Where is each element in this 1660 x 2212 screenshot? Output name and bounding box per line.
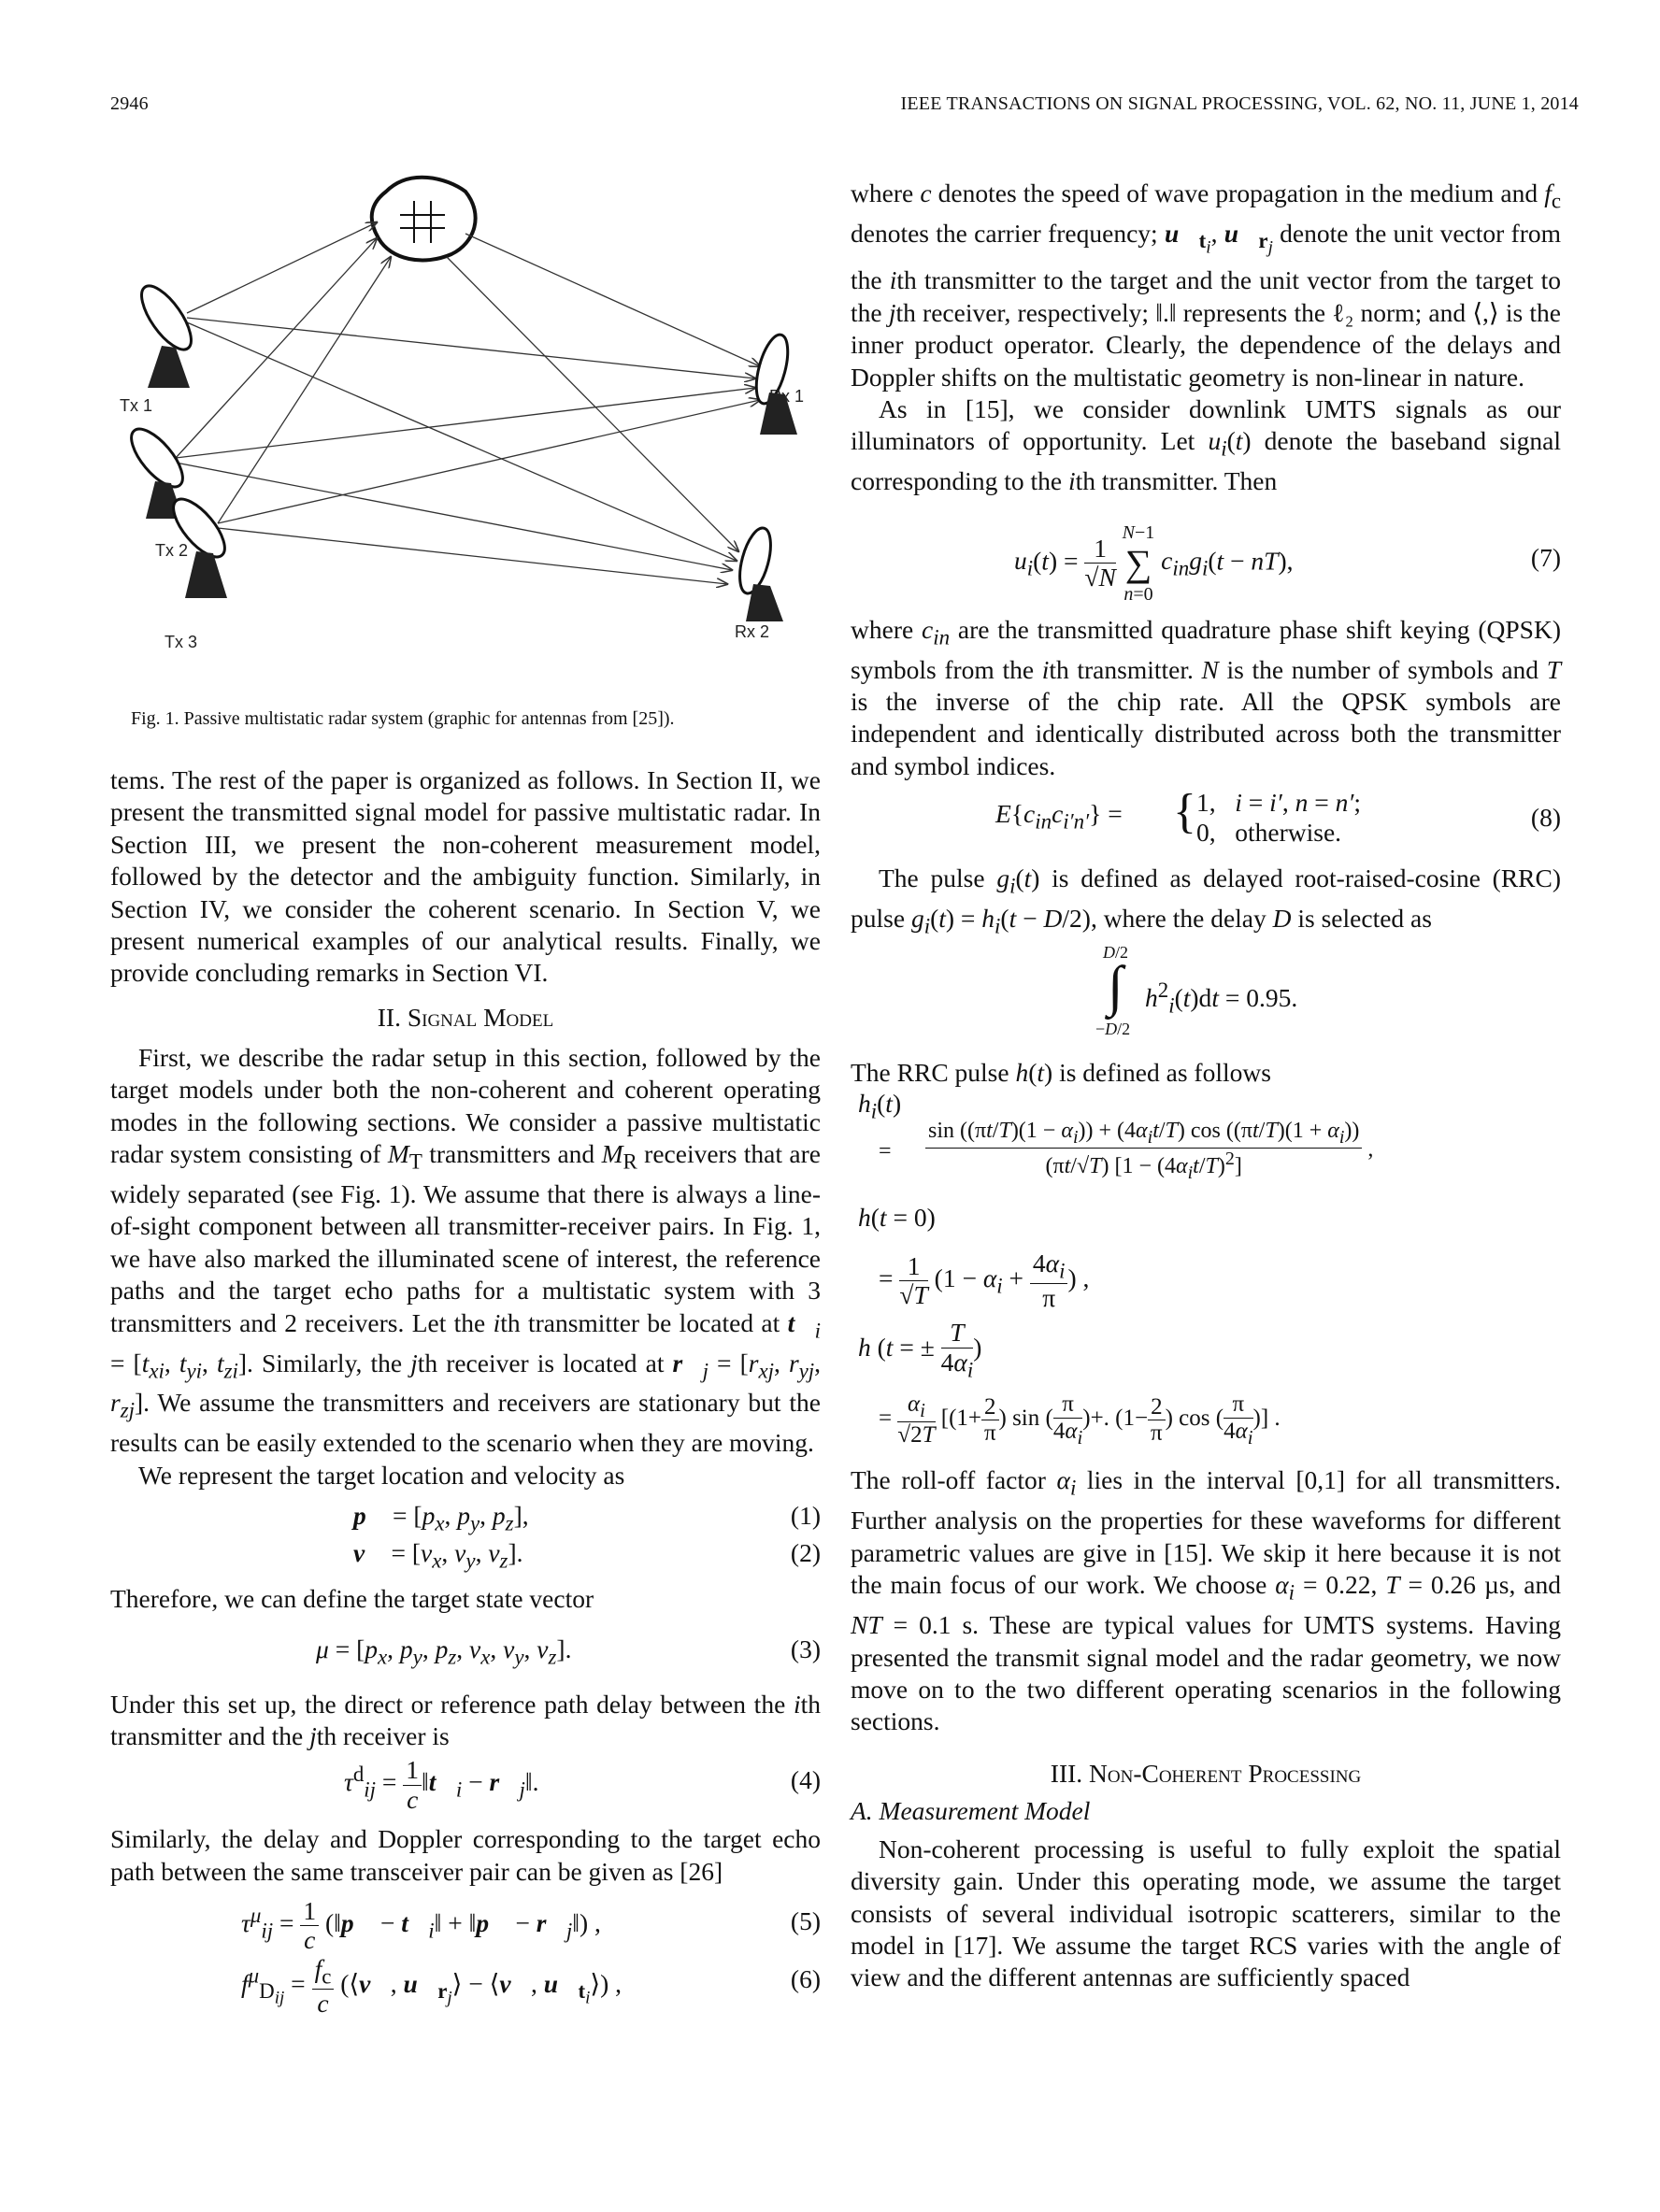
equation-1: p⃗ = [$p_x$, $p_y$, $p_z$], (1) xyxy=(353,1501,821,1535)
target-scatterer xyxy=(372,178,476,261)
rrc-paragraph: The RRC pulse h(t) is defined as follows xyxy=(851,1058,1271,1088)
qpsk-paragraph: where $c_{in}$ are the transmitted quadrature phase shift keying (QPSK) symbols from the ith transmitter. N is the number of symbols and T is the inverse of the chip rate. All the QPSK symbols are independent and identically distributed across both the transmitter and symbol indices. xyxy=(851,614,1561,780)
equation-6: $f^\mu_{D_{ij}}$ = $\frac{f_c}{c}$ (⟨v⃗, $u⃗_{r_j}⟩$ − ⟨v⃗, $u⃗_{t_i}⟩$) , (6) xyxy=(241,1954,821,2018)
noncoherent-paragraph: Non-coherent processing is useful to fully exploit the spatial diversity gain. Under this operating mode, we assume the target consists of several individual isotropic scatterers, similar to the model in [17]. We assume the target RCS varies with the angle of view and the different antennas are sufficiently spaced xyxy=(851,1834,1561,1992)
target-location-paragraph: We represent the target location and velocity as xyxy=(138,1460,625,1490)
subsection-a-heading: A. Measurement Model xyxy=(851,1795,1091,1825)
equation-rrc: = $\frac{\sin ((\pi t/T)(1 - \alpha_i)) + (4\alpha_it/T) \cos ((\pi t/T)(1 + \alpha_i))}{(\pi t/√T) [1 - (4\alpha_it/T)^2]}$ , xyxy=(879,1119,1374,1184)
equation-ht: = $\frac{\alpha_i}{√2T}$ [(1+ $\frac{2}{\pi}$ ) sin ( $\frac{\pi}{4\alpha_i}$ )+. (1− $\frac{2}{\pi}$ ) cos ( $\frac{\pi}{4\alpha_i}$ )] . xyxy=(879,1391,1281,1449)
echo-path-paragraph: Similarly, the delay and Doppler corresponding to the target echo path between the same transceiver pair can be given as [26] xyxy=(110,1824,821,1886)
journal-header: IEEE TRANSACTIONS ON SIGNAL PROCESSING, VOL. 62, NO. 11, JUNE 1, 2014 xyxy=(900,93,1579,114)
label-tx2: Tx 2 xyxy=(155,541,189,560)
direct-path-paragraph: Under this set up, the direct or reference path delay between the ith transmitter and the jth receiver is xyxy=(110,1689,821,1750)
section-iii-heading: III. Non-Coherent Processing xyxy=(1050,1758,1362,1788)
equation-4: $\tau^d_{ij}$ = $\frac{1}{c}$ $‖t⃗_i$ − $r⃗_j‖$. (4) xyxy=(344,1755,821,1814)
figure-caption: Fig. 1. Passive multistatic radar system (graphic for antennas from [25]). xyxy=(131,708,675,729)
antenna-rx1 xyxy=(751,332,797,435)
equation-ht-lhs: h (t = ± $\frac{T}{4\alpha_i}$ ) xyxy=(858,1318,982,1382)
pulse-paragraph: The pulse $g_i(t)$ is defined as delayed root-raised-cosine (RRC) pulse $g_i(t) = h_i(t - D/2)$, where the delay D is selected as xyxy=(851,863,1561,938)
label-rx1: Rx 1 xyxy=(769,387,805,406)
umts-paragraph: As in [15], we consider downlink UMTS signals as our illuminators of opportunity. Let $u_i(t)$ denote the baseband signal corresponding to the ith transmitter. Then xyxy=(851,394,1561,496)
left-column xyxy=(110,764,822,2018)
state-vector-paragraph: Therefore, we can define the target state vector xyxy=(110,1584,594,1614)
rolloff-paragraph: The roll-off factor $\alpha_i$ lies in the interval [0,1] for all transmitters. Further analysis on the properties for these waveforms for different parametric values are give in [15]. We skip it here because it is not the main focus of our work. We choose $\alpha_i = 0.22$, T = 0.26 µs, and NT = 0.1 s. These are typical values for UMTS systems. Having presented the transmit signal model and the radar geometry, we now move on to the two different operating scenarios in the following sections. xyxy=(851,1465,1561,1736)
equation-3: $\mu = [p_x$, $p_y$, $p_z$, $v_x$, $v_y$, $v_z$]. (3) xyxy=(316,1634,821,1669)
label-tx1: Tx 1 xyxy=(120,396,153,415)
antenna-rx2 xyxy=(734,525,783,621)
page-number: 2946 xyxy=(110,93,149,114)
equation-integral: D/2 ∫ −D/2 $h^2_i(t)dt = 0.95$. xyxy=(1095,943,1298,1039)
equation-5: $\tau^\mu_{ij}$ = $\frac{1}{c}$ (‖p⃗ − $t⃗_i‖$ + ‖p⃗ − $r⃗_j‖$) , (5) xyxy=(241,1896,821,1955)
equation-2: v⃗ = [$v_x$, $v_y$, $v_z$]. (2) xyxy=(353,1538,821,1573)
section-ii-heading: II. Signal Model xyxy=(377,1002,554,1032)
right-column xyxy=(851,178,1561,1994)
label-tx3: Tx 3 xyxy=(165,633,198,651)
antenna-tx1 xyxy=(133,278,200,388)
equation-8: $E\{c_{in}c_{i'n'}\}$ = { 1, i = i′, n = n′; 0, otherwise. (8) xyxy=(995,785,1561,848)
equation-rrc-lhs: $h_i(t)$ xyxy=(858,1089,902,1123)
label-rx2: Rx 2 xyxy=(735,622,770,641)
intro-paragraph-end: tems. The rest of the paper is organized as follows. In Section II, we present the transmitted signal model for passive multistatic radar. In Section III, we present the non-coherent measurement model, followed by the detector and the ambiguity function. Similarly, in Section IV, we consider the coherent scenario. In Section V, we present numerical examples of our analytical results. Finally, we provide concluding remarks in Section VI. xyxy=(110,765,821,988)
equation-h0: = $\frac{1}{√T}$ ($1 - \alpha_i$ + $\frac{4\alpha_i}{\pi}$ ) , xyxy=(879,1249,1090,1313)
equation-h0-lhs: h(t = 0) xyxy=(858,1203,936,1233)
equation-7: $u_i(t)$ = $\frac{1}{√N}$ N−1 ∑ n=0 $c_{in}g_i(t - nT)$, (7) xyxy=(1014,521,1561,605)
signal-model-paragraph: First, we describe the radar setup in this section, followed by the target models under both the non-coherent and coherent operating modes in the following sections. We consider a passive multistatic radar system consisting of $M_T$ transmitters and $M_R$ receivers that are widely separated (see Fig. 1). We assume that there is always a line-of-sight component between all transmitter-receiver pairs. In Fig. 1, we have also marked the illuminated scene of interest, the reference paths and the target echo paths for a multistatic system with 3 transmitters and 2 receivers. Let the ith transmitter be located at $t⃗_i = [t_{xi}$, $t_{yi}$, $t_{zi}$]. Similarly, the jth receiver is located at $r⃗_j = [r_{xj}$, $r_{yj}$, $r_{zj}$]. We assume the transmitters and receivers are stationary but the results can be easily extended to the scenario when they are moving. xyxy=(110,1042,822,1458)
notation-paragraph: where c denotes the speed of wave propagation in the medium and $f_c$ denotes the carrier frequency; $u⃗_{t_i}$, $u⃗_{r_j}$ denote the unit vector from the ith transmitter to the target and the unit vector from the target to the jth receiver, respectively; ‖.‖ represents the ℓ₂ norm; and ⟨,⟩ is the inner product operator. Clearly, the dependence of the delays and Doppler shifts on the multistatic geometry is non-linear in nature. xyxy=(851,178,1562,392)
figure-multistatic-radar xyxy=(110,150,821,720)
